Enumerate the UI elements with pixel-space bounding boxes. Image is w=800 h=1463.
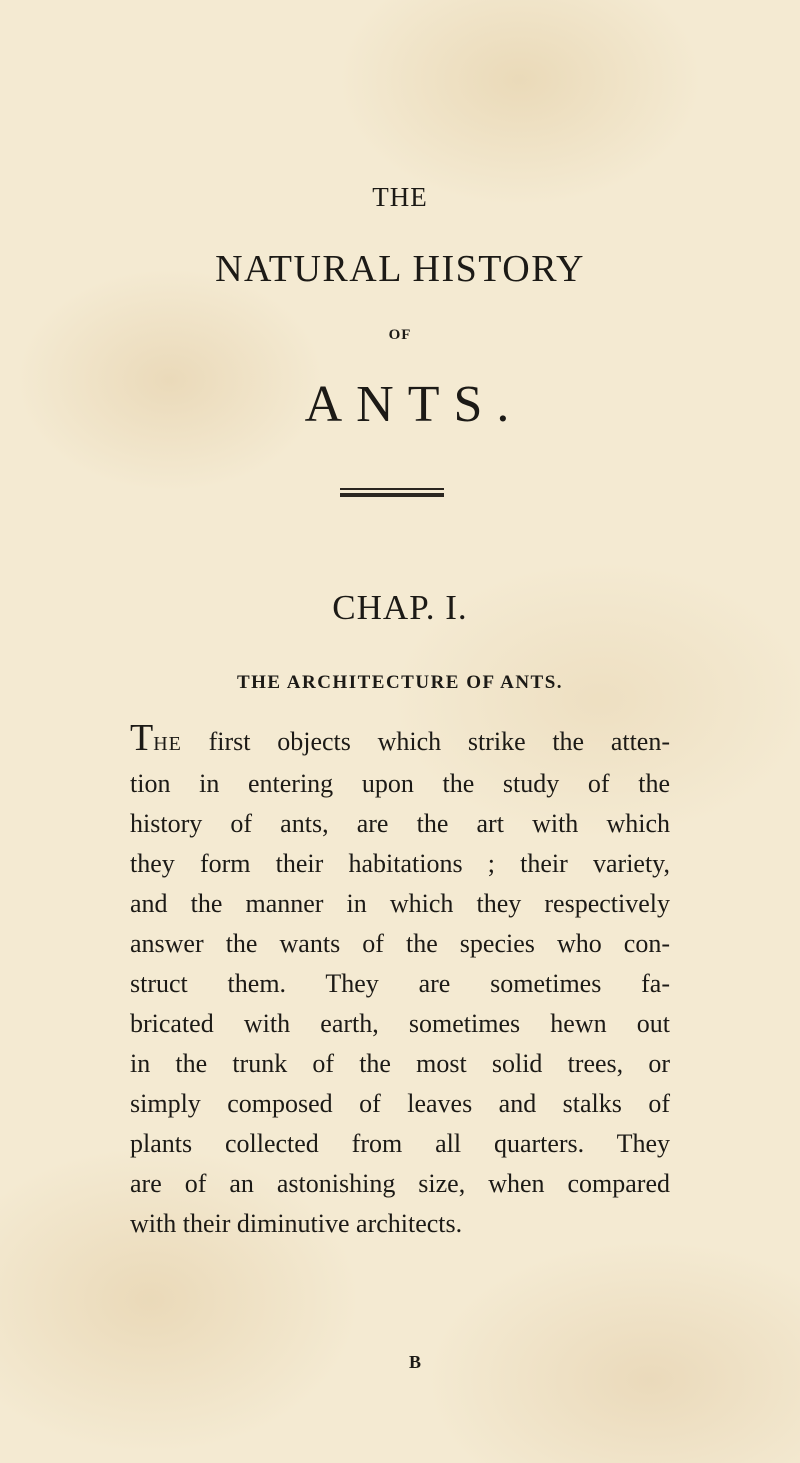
body-line: struct them. They are sometimes fa-: [130, 969, 670, 998]
body-line: are of an astonishing size, when compared: [130, 1169, 670, 1198]
body-line: in the trunk of the most solid trees, or: [130, 1049, 670, 1078]
body-line: THE first objects which strike the atten-: [130, 717, 670, 759]
body-line: they form their habitations ; their variety,: [130, 849, 670, 878]
body-line: with their diminutive architects.: [130, 1209, 463, 1238]
title-of: OF: [388, 327, 412, 343]
chapter-heading: CHAP. I.: [332, 588, 468, 627]
body-line: answer the wants of the species who con-: [130, 929, 670, 958]
body-line: history of ants, are the art with which: [130, 809, 670, 838]
body-line: plants collected from all quarters. They: [130, 1129, 670, 1158]
body-line: bricated with earth, sometimes hewn out: [130, 1009, 670, 1038]
chapter-subtitle: THE ARCHITECTURE OF ANTS.: [236, 672, 564, 693]
title-natural-history: NATURAL HISTORY: [215, 248, 585, 290]
title-ants: ANTS.: [304, 376, 524, 433]
body-line: simply composed of leaves and stalks of: [130, 1089, 670, 1118]
title-the: THE: [372, 182, 428, 212]
signature-mark: B: [408, 1352, 421, 1372]
drop-cap: T: [130, 717, 154, 759]
body-line: tion in entering upon the study of the: [130, 769, 670, 798]
double-rule-divider: [340, 488, 444, 499]
small-caps-text: HE: [153, 733, 182, 755]
body-line: and the manner in which they respectively: [130, 889, 670, 918]
body-paragraph: [130, 718, 670, 1244]
